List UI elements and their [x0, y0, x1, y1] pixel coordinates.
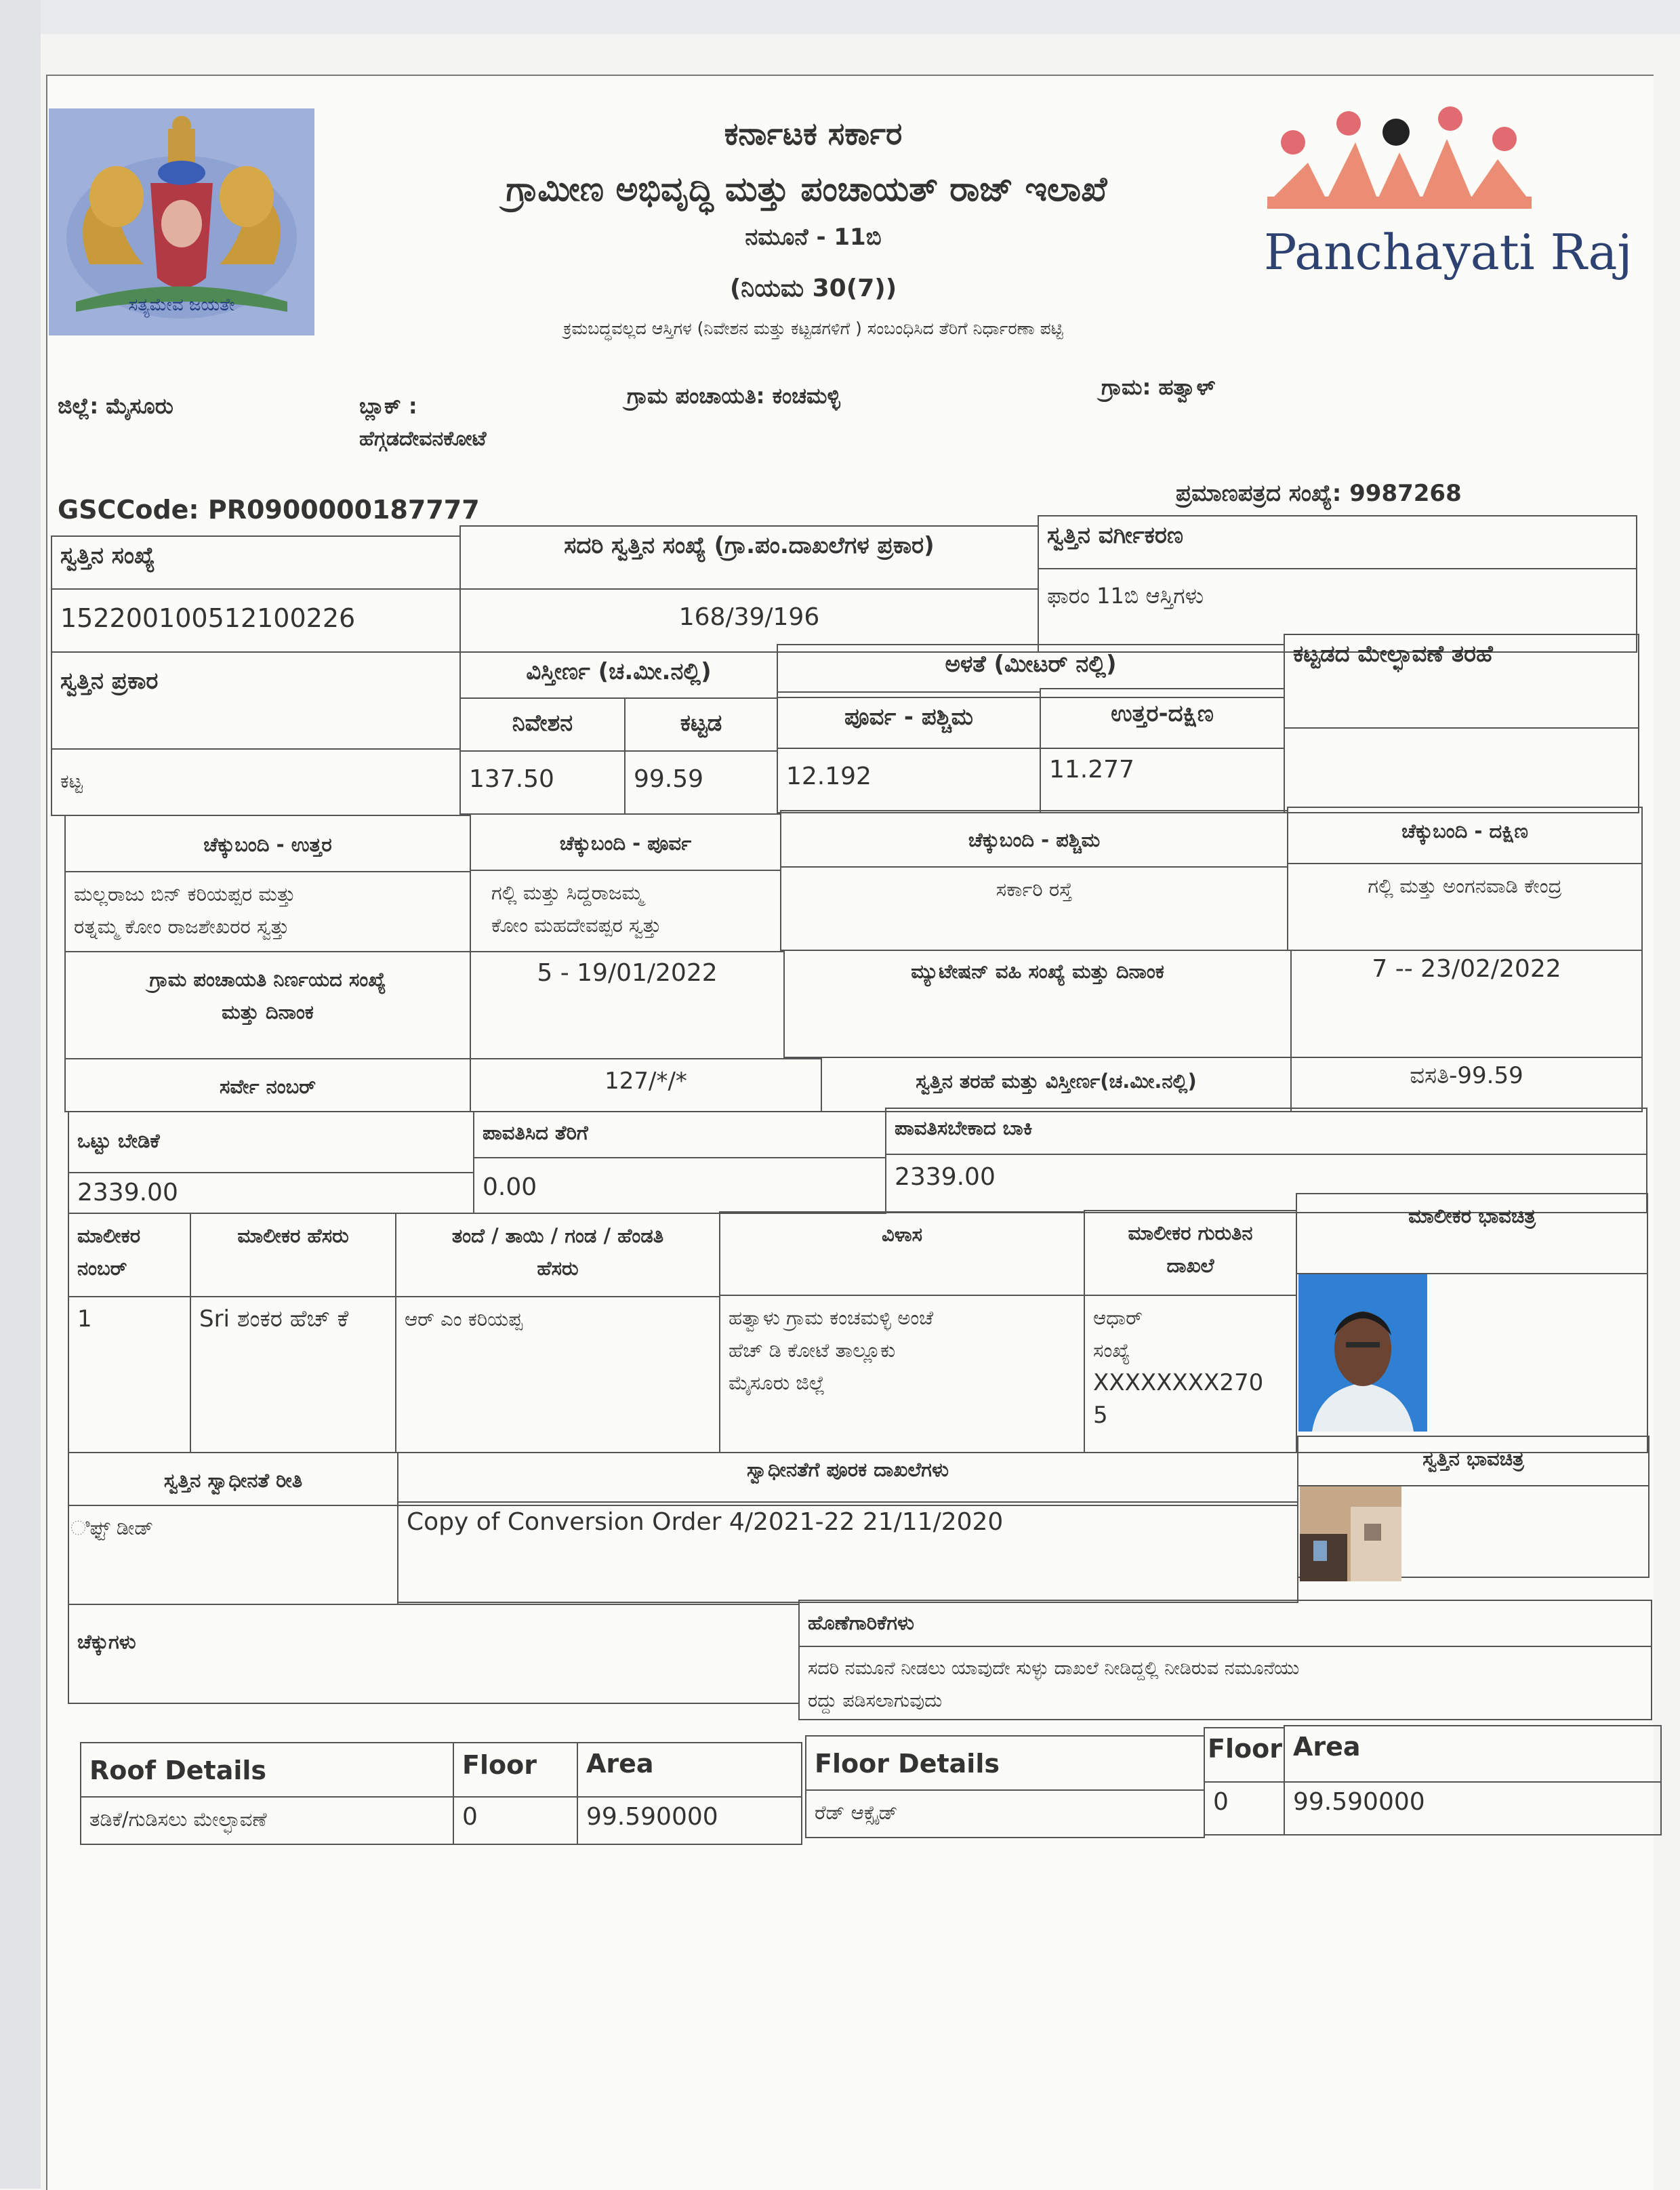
mutation-label: ಮ್ಯುಟೇಷನ್ ವಹಿ ಸಂಖ್ಯೆ ಮತ್ತು ದಿನಾಂಕ [783, 950, 1292, 1058]
total-demand-value: 2339.00 [68, 1172, 474, 1214]
boundary-north-label: ಚೆಕ್ಕುಬಂದಿ - ಉತ್ತರ [64, 815, 471, 872]
owner-idproof-label [1084, 1210, 1297, 1296]
form-subtitle: ಕ್ರಮಬದ್ಧವಲ್ಲದ ಆಸ್ತಿಗಳ (ನಿವೇಶನ ಮತ್ತು ಕಟ್ಟಡಗಳಿಗೆ ) ಸಂಬಂಧಿಸಿದ ತೆರಿಗೆ ನಿರ್ಧಾರಣಾ ಪಟ್ಟಿ [563, 319, 1063, 338]
area-label: ವಿಸ್ತೀರ್ಣ (ಚ.ಮೀ.ನಲ್ಲಿ) [459, 651, 778, 699]
floor-floor-value: 0 [1204, 1781, 1285, 1836]
roof-type-value [1284, 727, 1639, 813]
dept-title: ಗ್ರಾಮೀಣ ಅಭಿವೃದ್ಧಿ ಮತ್ತು ಪಂಚಾಯತ್ ರಾಜ್ ಇಲಾಖೆ [506, 169, 1107, 209]
floor-floor-label: Floor [1204, 1727, 1285, 1783]
owner-address-value [719, 1295, 1085, 1453]
owner-number-label-line-1: ಮಾಲೀಕರ [77, 1224, 141, 1247]
east-west-value: 12.192 [777, 748, 1041, 813]
certificate-number: ಪ್ರಮಾಣಪತ್ರದ ಸಂಖ್ಯೆ: 9987268 [1176, 480, 1462, 507]
state-title: ಕರ್ನಾಟಕ ಸರ್ಕಾರ [724, 115, 903, 152]
balance-label: ಪಾವತಿಸಬೇಕಾದ ಬಾಕಿ [885, 1108, 1647, 1155]
boundary-north-line-2: ರತ್ನಮ್ಮ ಕೋಂ ರಾಜಶೇಖರರ ಸ್ವತ್ತು [74, 915, 289, 938]
owner-name-value: Sri ಶಂಕರ ಹೆಚ್ ಕೆ [190, 1296, 396, 1453]
liabilities-line-1: ಸದರಿ ನಮೂನೆ ನೀಡಲು ಯಾವುದೇ ಸುಳ್ಳು ದಾಖಲೆ ನೀಡಿದ್ದಲ್ಲಿ ನೀಡಿರುವ ನಮೂನೆಯು [808, 1658, 1300, 1679]
ownership-mode-label: ಸ್ವತ್ತಿನ ಸ್ವಾಧೀನತೆ ರೀತಿ [68, 1452, 398, 1506]
mutation-value: 7 -- 23/02/2022 [1290, 950, 1643, 1058]
scan-border-top [0, 0, 1680, 34]
tax-paid-label: ಪಾವತಿಸಿದ ತೆರಿಗೆ [473, 1111, 886, 1158]
roof-floor-value: 0 [453, 1796, 578, 1845]
form-name: ನಮೂನೆ - 11ಬಿ [745, 224, 882, 251]
karnataka-emblem [49, 108, 314, 336]
boundary-north-value [64, 871, 471, 952]
building-area-value: 99.59 [624, 750, 778, 815]
boundary-east-line-2: ಕೋಂ ಮಹದೇವಪ್ಪರ ಸ್ವತ್ತು [491, 914, 661, 937]
roof-area-label: Area [577, 1742, 802, 1798]
usage-label: ಸ್ವತ್ತಿನ ತರಹೆ ಮತ್ತು ವಿಸ್ತೀರ್ಣ(ಚ.ಮೀ.ನಲ್ಲಿ) [821, 1057, 1292, 1112]
boundary-east-value [470, 870, 781, 952]
site-label: ನಿವೇಶನ [459, 697, 626, 752]
owner-photo-label: ಮಾಲೀಕರ ಭಾವಚಿತ್ರ [1296, 1193, 1648, 1274]
boundary-west-label: ಚೆಕ್ಕುಬಂದಿ - ಪಶ್ಚಿಮ [780, 810, 1288, 868]
liabilities-text [798, 1646, 1652, 1720]
block-label: ಬ್ಲಾಕ್ : [359, 393, 417, 419]
boundary-east-line-1: ಗಲ್ಲಿ ಮತ್ತು ಸಿದ್ದರಾಜಮ್ಮ [491, 881, 644, 904]
property-type-label: ಸ್ವತ್ತಿನ ಪ್ರಕಾರ [51, 651, 461, 750]
floor-type-value: ರೆಡ್ ಆಕ್ಸೈಡ್ [805, 1789, 1205, 1838]
site-area-value: 137.50 [459, 750, 626, 815]
owner-name-label: ಮಾಲೀಕರ ಹೆಸರು [190, 1213, 396, 1297]
roof-floor-label: Floor [453, 1742, 578, 1798]
floor-area-value: 99.590000 [1284, 1781, 1662, 1836]
owner-number-value: 1 [68, 1296, 191, 1453]
north-south-value: 11.277 [1040, 748, 1285, 813]
owner-idproof-label-line-2: ದಾಖಲೆ [1166, 1254, 1214, 1277]
boundary-north-line-1: ಮಲ್ಲರಾಜು ಬಿನ್ ಕರಿಯಪ್ಪರ ಮತ್ತು [74, 883, 295, 906]
liabilities-line-2: ರದ್ದು ಪಡಿಸಲಾಗುವುದು [808, 1690, 943, 1711]
property-photo-label: ಸ್ವತ್ತಿನ ಭಾವಚಿತ್ರ [1297, 1436, 1650, 1486]
owner-idproof-line-1: ಆಧಾರ್ [1093, 1306, 1143, 1329]
owner-number-label-line-2: ನಂಬರ್ [77, 1257, 127, 1280]
owner-number-label [68, 1213, 191, 1297]
owner-idproof-line-2: ಸಂಖ್ಯೆ [1093, 1339, 1130, 1362]
owner-parent-label-line-1: ತಂದೆ / ತಾಯಿ / ಗಂಡ / ಹೆಂಡತಿ [451, 1224, 664, 1247]
property-id-label: ಸ್ವತ್ತಿನ ಸಂಖ್ಯೆ [51, 535, 461, 590]
survey-label: ಸರ್ವೇ ನಂಬರ್ [64, 1058, 471, 1112]
east-west-label: ಪೂರ್ವ - ಪಶ್ಚಿಮ [777, 691, 1041, 749]
scan-border-left [0, 0, 41, 2189]
gp-resolution-label-line-2: ಮತ್ತು ದಿನಾಂಕ [222, 1000, 314, 1023]
owner-idproof-label-line-1: ಮಾಲೀಕರ ಗುರುತಿನ [1128, 1221, 1253, 1244]
ownership-docs-value: Copy of Conversion Order 4/2021-22 21/11/2020 [397, 1501, 1298, 1603]
tax-paid-value: 0.00 [473, 1157, 886, 1214]
classification-value: ಫಾರಂ 11ಬಿ ಆಸ್ತಿಗಳು [1038, 568, 1637, 653]
old-number-value: 168/39/196 [459, 588, 1039, 653]
owner-idproof-line-4: 5 [1093, 1402, 1108, 1429]
owner-address-label: ವಿಳಾಸ [719, 1211, 1085, 1296]
gram-panchayat: ಗ್ರಾಮ ಪಂಚಾಯತಿ: ಕಂಚಮಳ್ಳಿ [627, 383, 840, 409]
property-id-value: 152200100512100226 [51, 588, 461, 653]
svg-text:ಸತ್ಯಮೇವ ಜಯತೇ: ಸತ್ಯಮೇವ ಜಯತೇ [128, 295, 235, 315]
village: ಗ್ರಾಮ: ಹತ್ವಾಳ್ [1101, 374, 1216, 400]
ownership-mode-value: ಿಫ್ಟ್ ಡೀಡ್ [68, 1505, 398, 1605]
logo-text: Panchayati Raj [1264, 224, 1633, 281]
owner-parent-label [395, 1213, 720, 1297]
gp-resolution-label [64, 951, 471, 1059]
balance-value: 2339.00 [885, 1154, 1647, 1213]
boundary-east-label: ಚೆಕ್ಕುಬಂದಿ - ಪೂರ್ವ [470, 813, 781, 871]
old-number-label: ಸದರಿ ಸ್ವತ್ತಿನ ಸಂಖ್ಯೆ (ಗ್ರಾ.ಪಂ.ದಾಖಲೆಗಳ ಪ್ರಕಾರ) [459, 525, 1039, 590]
owner-address-line-2: ಹೆಚ್ ಡಿ ಕೋಟೆ ತಾಲ್ಲೂಕು [729, 1339, 896, 1362]
owner-photo [1298, 1274, 1427, 1432]
boundary-south-value: ಗಲ್ಲಿ ಮತ್ತು ಅಂಗನವಾಡಿ ಕೇಂದ್ರ [1287, 863, 1643, 951]
rule-number: (ನಿಯಮ 30(7)) [729, 275, 897, 302]
dimensions-label: ಅಳತೆ (ಮೀಟರ್ ನಲ್ಲಿ) [777, 644, 1285, 698]
north-south-label: ಉತ್ತರ-ದಕ್ಷಿಣ [1040, 688, 1285, 749]
gsc-code: GSCCode: PR0900000187777 [58, 495, 480, 525]
roof-area-value: 99.590000 [577, 1796, 802, 1845]
classification-label: ಸ್ವತ್ತಿನ ವರ್ಗೀಕರಣ [1038, 515, 1637, 569]
usage-value: ವಸತಿ-99.59 [1290, 1057, 1643, 1112]
owner-parent-value: ಆರ್ ಎಂ ಕರಿಯಪ್ಪ [395, 1296, 720, 1453]
block-value: ಹೆಗ್ಗಡದೇವನಕೋಟೆ [359, 427, 487, 451]
owner-idproof-line-3: XXXXXXXX270 [1093, 1369, 1264, 1396]
owner-address-line-3: ಮೈಸೂರು ಜಿಲ್ಲೆ [729, 1371, 825, 1394]
roof-type-label: ಕಟ್ಟಡದ ಮೇಲ್ಛಾವಣೆ ತರಹೆ [1284, 634, 1639, 729]
property-type-value: ಕಟ್ಟ [51, 748, 461, 816]
property-photo [1300, 1486, 1401, 1581]
gp-resolution-label-line-1: ಗ್ರಾಮ ಪಂಚಾಯತಿ ನಿರ್ಣಯದ ಸಂಖ್ಯೆ [149, 968, 386, 991]
total-demand-label: ಒಟ್ಟು ಬೇಡಿಕೆ [68, 1111, 474, 1173]
district: ಜಿಲ್ಲೆ: ಮೈಸೂರು [58, 393, 173, 419]
owner-parent-label-line-2: ಹೆಸರು [537, 1257, 579, 1280]
building-label: ಕಟ್ಟಡ [624, 697, 778, 752]
boundary-south-label: ಚೆಕ್ಕುಬಂದಿ - ದಕ್ಷಿಣ [1287, 807, 1643, 864]
floor-details-title: Floor Details [805, 1735, 1205, 1791]
checks-label: ಚೆಕ್ಕುಗಳು [68, 1604, 800, 1704]
gp-resolution-value: 5 - 19/01/2022 [470, 951, 785, 1059]
roof-details-title: Roof Details [80, 1742, 454, 1798]
owner-idproof-value [1084, 1295, 1297, 1453]
ownership-docs-label: ಸ್ವಾಧೀನತೆಗೆ ಪೂರಕ ದಾಖಲೆಗಳು [397, 1452, 1298, 1506]
liabilities-label: ಹೊಣೆಗಾರಿಕೆಗಳು [798, 1600, 1652, 1647]
roof-type-value: ತಡಿಕೆ/ಗುಡಿಸಲು ಮೇಲ್ಛಾವಣೆ [80, 1796, 454, 1845]
floor-area-label: Area [1284, 1725, 1662, 1783]
boundary-west-value: ಸರ್ಕಾರಿ ರಸ್ತೆ [780, 866, 1288, 951]
owner-address-line-1: ಹತ್ವಾಳು ಗ್ರಾಮ ಕಂಚಮಳ್ಳಿ ಅಂಚೆ [729, 1306, 934, 1329]
survey-value: 127/*/* [470, 1058, 822, 1112]
